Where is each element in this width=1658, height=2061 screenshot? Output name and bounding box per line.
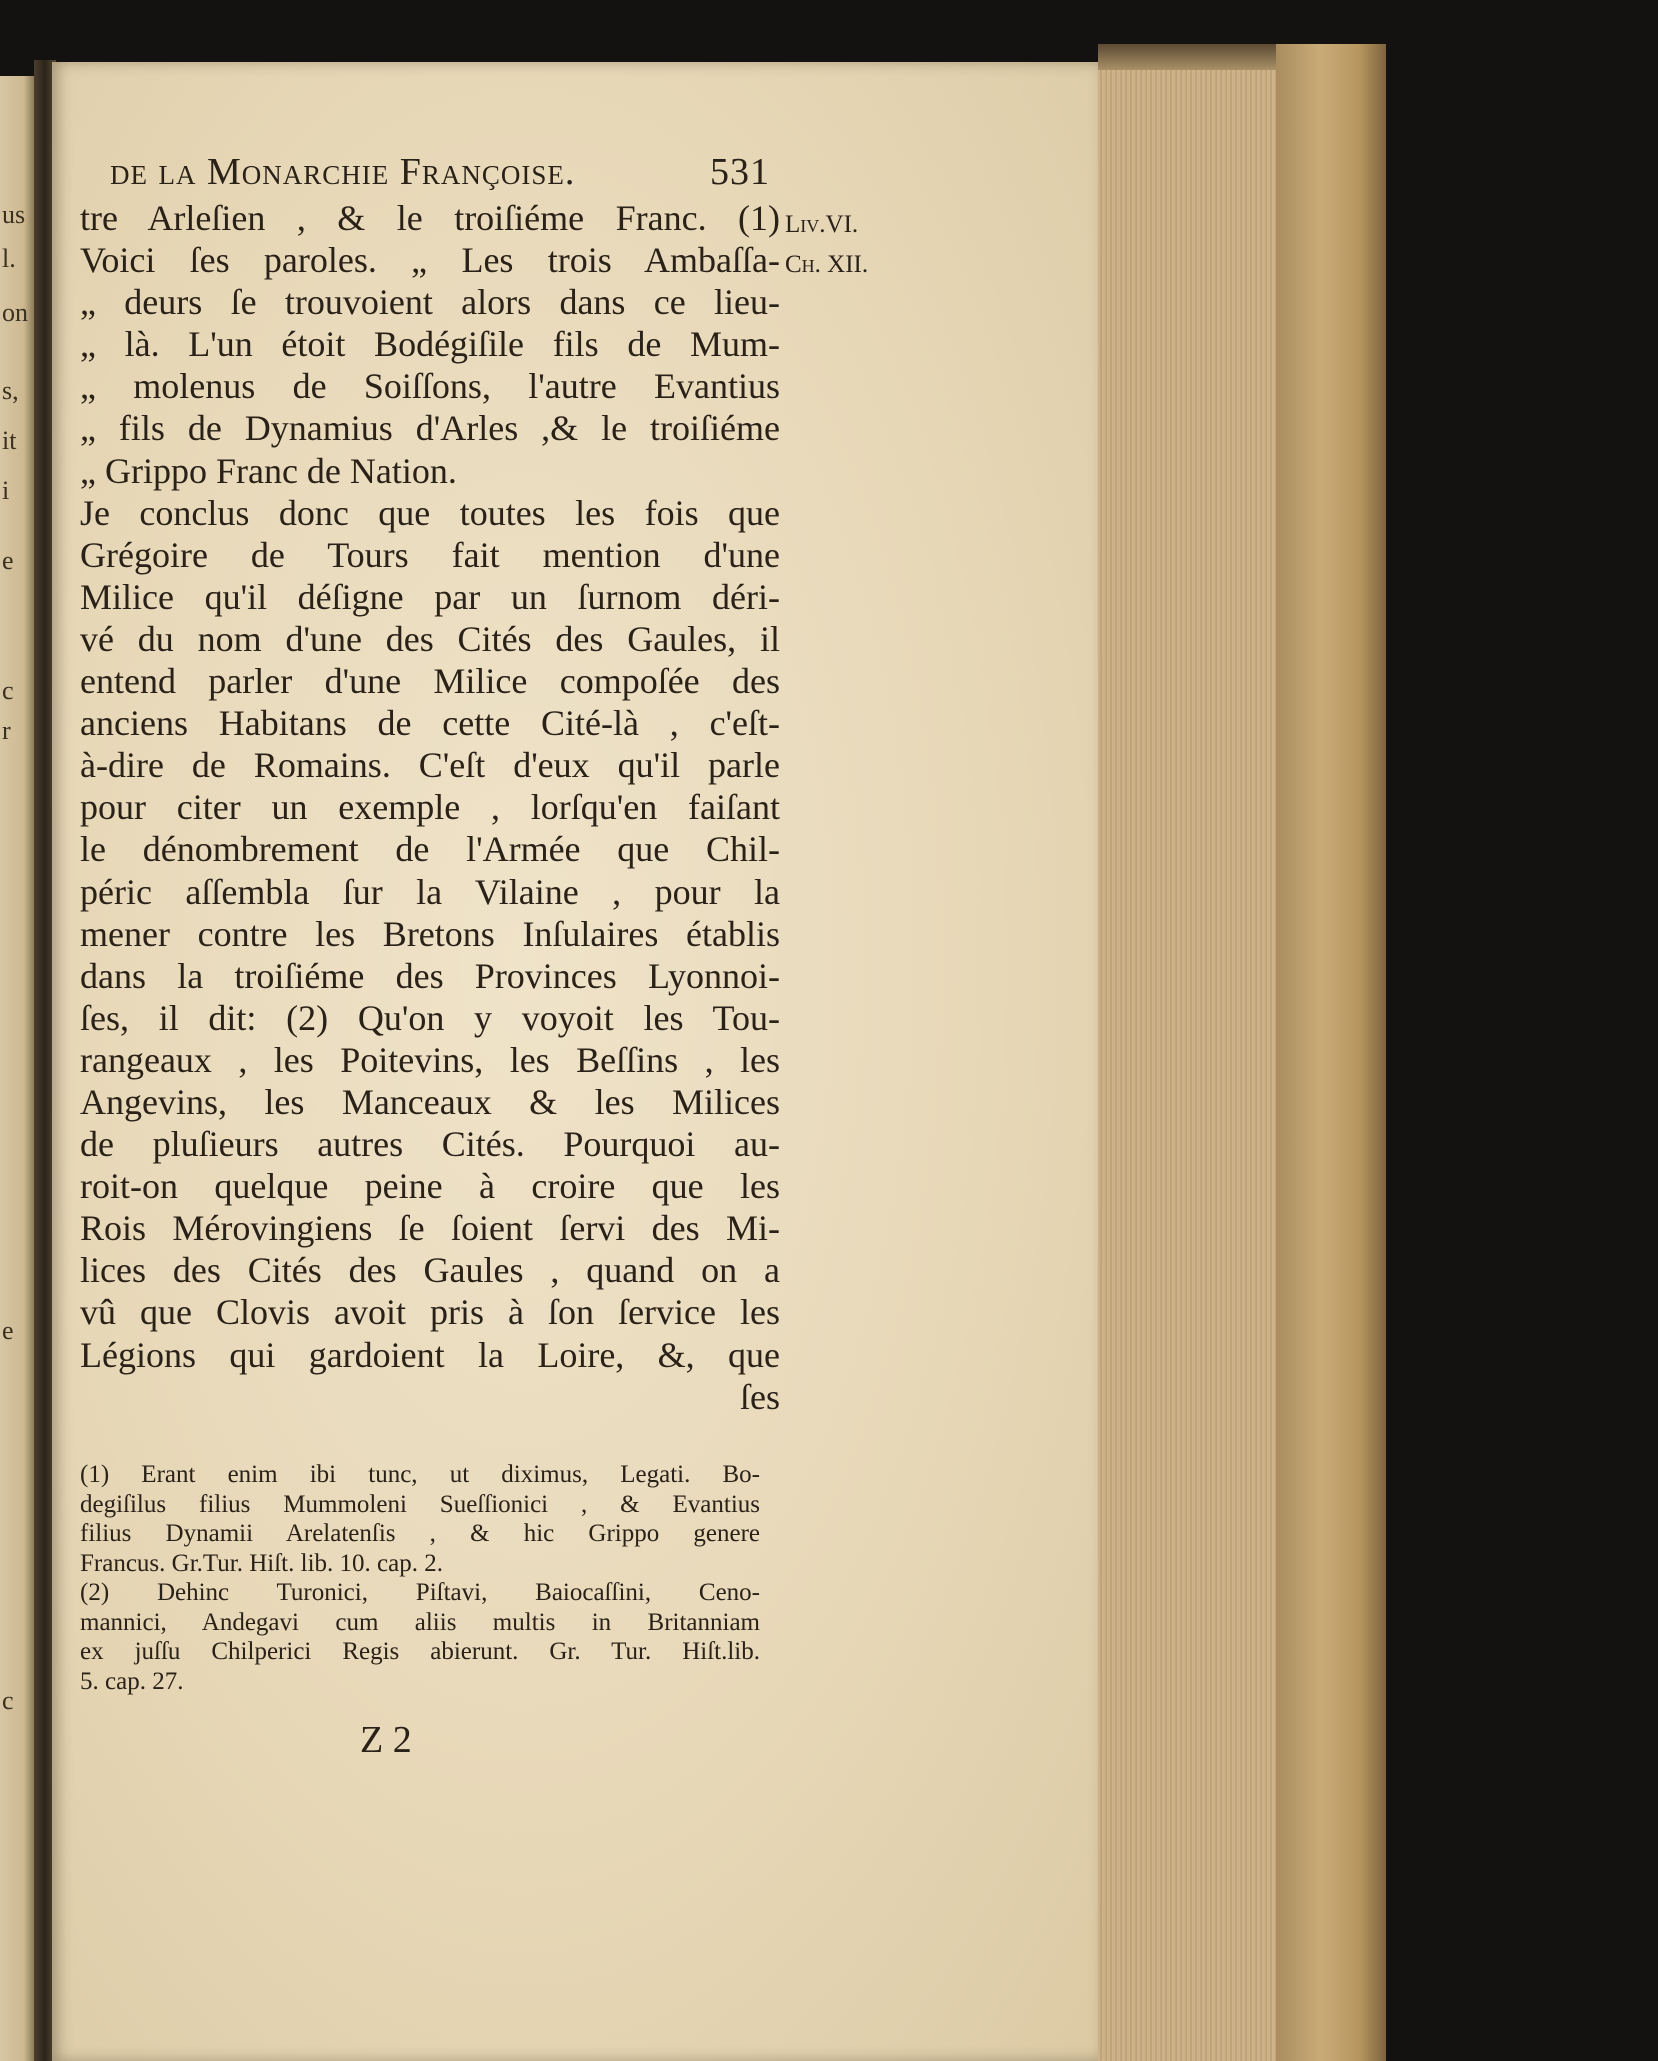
text-line: anciens Habitans de cette Cité-là , c'eſt- — [80, 703, 780, 744]
facing-fragment: us — [2, 200, 26, 229]
text-line: rangeaux , les Poitevins, les Beſſins , les — [80, 1039, 780, 1080]
text-line: de pluſieurs autres Cités. Pourquoi au- — [80, 1124, 780, 1165]
text-line: vû que Clovis avoit pris à ſon ſervice les — [80, 1292, 780, 1333]
text-line: „ là. L'un étoit Bodégiſile fils de Mum- — [80, 324, 780, 365]
text-line: mener contre les Bretons Inſulaires établis — [80, 913, 780, 954]
facing-fragment: it — [2, 426, 17, 455]
running-title: de la Monarchie Françoise. — [110, 151, 576, 193]
text-line: Angevins, les Manceaux & les Milices — [80, 1081, 780, 1122]
text-line: roit-on quelque peine à croire que les — [80, 1166, 780, 1207]
facing-fragment: l. — [2, 244, 16, 273]
text-line: Légions qui gardoient la Loire, &, que — [80, 1334, 780, 1375]
text-line: ſes, il dit: (2) Qu'on y voyoit les Tou- — [80, 997, 780, 1038]
text-line: dans la troiſiéme des Provinces Lyonnoi- — [80, 955, 780, 996]
footnote-line: 5. cap. 27. — [80, 1667, 184, 1695]
text-line: Milice qu'il déſigne par un ſurnom déri- — [80, 576, 780, 617]
footnote-line: mannici, Andegavi cum aliis multis in Britanniam — [80, 1608, 760, 1636]
page-fore-edge — [1098, 70, 1276, 2061]
facing-fragment: on — [2, 298, 28, 327]
text-line: Rois Mérovingiens ſe ſoient ſervi des Mi- — [80, 1208, 780, 1249]
footnote-line: ex juſſu Chilperici Regis abierunt. Gr. Tur. Hiſt.lib. — [80, 1638, 760, 1665]
facing-fragment: e — [2, 1316, 14, 1345]
footnote-line: (1) Erant enim ibi tunc, ut diximus, Legati. Bo- — [80, 1461, 760, 1488]
margin-note-book: Liv.VI. — [785, 211, 859, 238]
body-text — [80, 197, 780, 1418]
text-line: „ molenus de Soiſſons, l'autre Evantius — [80, 366, 780, 407]
text-line: „ fils de Dynamius d'Arles ,& le troiſiéme — [80, 408, 780, 449]
signature-mark: Z 2 — [360, 1719, 412, 1761]
text-line: pour citer un exemple , lorſqu'en faiſant — [80, 787, 780, 828]
facing-fragment: c — [2, 1686, 14, 1715]
footnote-line: degiſilus filius Mummoleni Sueſſionici , & Evantius — [80, 1490, 760, 1518]
text-line: péric aſſembla ſur la Vilaine , pour la — [80, 871, 780, 912]
text-line: Grégoire de Tours fait mention d'une — [80, 534, 780, 575]
text-line: „ Grippo Franc de Nation. — [80, 450, 457, 491]
footnote-line: Francus. Gr.Tur. Hiſt. lib. 10. cap. 2. — [80, 1549, 443, 1577]
margin-note-chapter: Ch. XII. — [785, 251, 869, 278]
catchword: ſes — [740, 1376, 780, 1417]
footnote-line: filius Dynamii Arelatenſis , & hic Grippo genere — [80, 1520, 760, 1547]
text-line: à-dire de Romains. C'eſt d'eux qu'il parle — [80, 745, 780, 786]
facing-fragment: s, — [2, 376, 19, 405]
footnote-line: (2) Dehinc Turonici, Piſtavi, Baiocaſſini, Ceno- — [80, 1579, 760, 1606]
book-cover-edge — [1276, 44, 1386, 2061]
text-line: tre Arleſien , & le troiſiéme Franc. (1) — [80, 198, 780, 238]
text-line: Voici ſes paroles. „ Les trois Ambaſſa- — [80, 240, 780, 281]
facing-fragment: e — [2, 546, 14, 575]
footnotes — [80, 1460, 760, 1696]
facing-fragment: i — [2, 476, 10, 505]
text-line: vé du nom d'une des Cités des Gaules, il — [80, 618, 780, 659]
margin-note — [785, 205, 868, 285]
facing-fragment: c — [2, 676, 14, 705]
running-header — [110, 150, 810, 194]
text-line: „ deurs ſe trouvoient alors dans ce lieu- — [80, 282, 780, 323]
facing-page-edge — [0, 76, 34, 2061]
text-line: lices des Cités des Gaules , quand on a — [80, 1250, 780, 1291]
page-number: 531 — [710, 151, 770, 193]
text-line: Je conclus donc que toutes les fois que — [80, 492, 780, 533]
text-line: entend parler d'une Milice compoſée des — [80, 661, 780, 702]
text-line: le dénombrement de l'Armée que Chil- — [80, 829, 780, 870]
facing-fragment: r — [2, 716, 11, 745]
